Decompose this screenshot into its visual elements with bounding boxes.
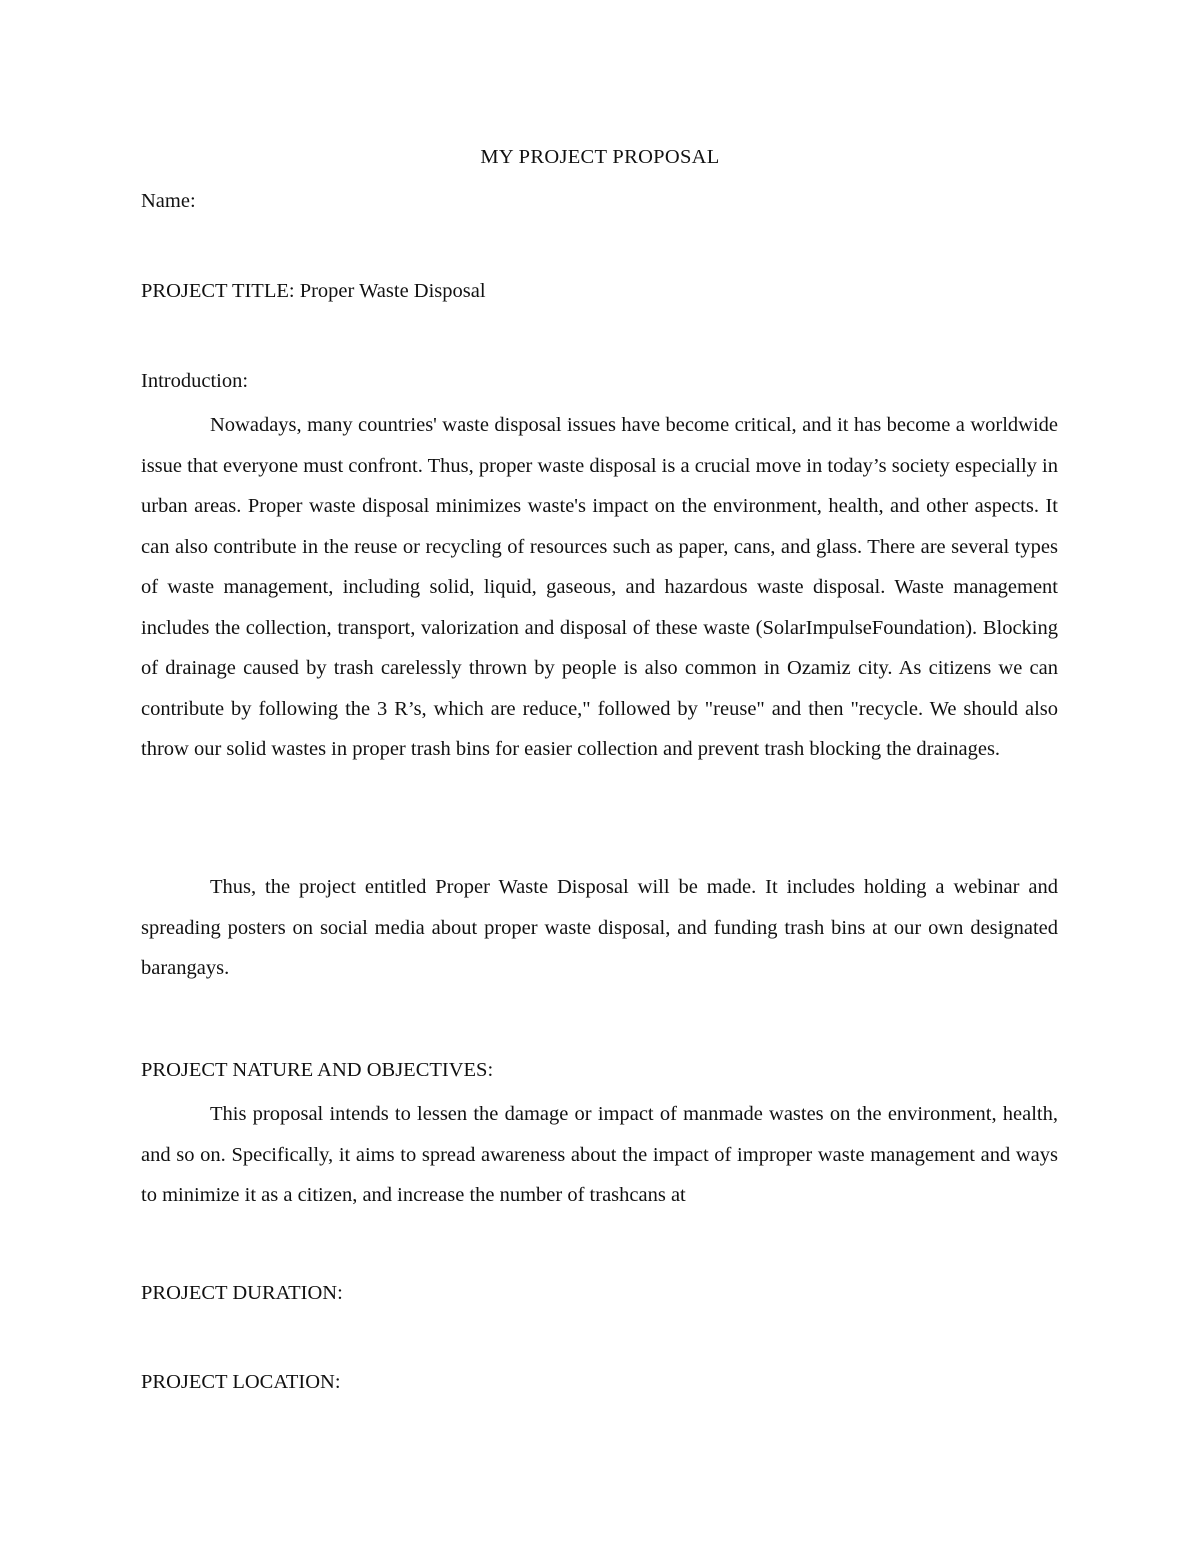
introduction-paragraph-2: Thus, the project entitled Proper Waste Disposal will be made. It includes holding a webinar and spreading posters on social media about proper waste disposal, and funding trash bins at our own designated barangays. [141,876,1058,979]
name-label: Name: [141,190,196,212]
nature-paragraph: This proposal intends to lessen the damage or impact of manmade wastes on the environment, health, and so on. Specifically, it aims to spread awareness about the impact of improper waste management and ways to minimize it as a citizen, and increase the number of trashcans at [141,1103,1058,1206]
location-heading: PROJECT LOCATION: [141,1371,341,1393]
duration-heading: PROJECT DURATION: [141,1282,343,1304]
project-title: PROJECT TITLE: Proper Waste Disposal [141,280,486,302]
document-title: MY PROJECT PROPOSAL [480,146,720,168]
introduction-heading: Introduction: [141,370,249,392]
nature-heading: PROJECT NATURE AND OBJECTIVES: [141,1059,494,1081]
introduction-paragraph-1: Nowadays, many countries' waste disposal issues have become critical, and it has become a worldwide issue that everyone must confront. Thus, proper waste disposal is a crucial move in today’s society especially in urban areas. Proper waste disposal minimizes waste's impact on the environment, health, and other aspects. It can also contribute in the reuse or recycling of resources such as paper, cans, and glass. There are several types of waste management, including solid, liquid, gaseous, and hazardous waste disposal. Waste management includes the collection, transport, valorization and disposal of these waste (SolarImpulseFoundation). Blocking of drainage caused by trash carelessly thrown by people is also common in Ozamiz city. As citizens we can contribute by following the 3 R’s, which are reduce," followed by "reuse" and then "recycle. We should also throw our solid wastes in proper trash bins for easier collection and prevent trash blocking the drainages. [141,414,1058,760]
